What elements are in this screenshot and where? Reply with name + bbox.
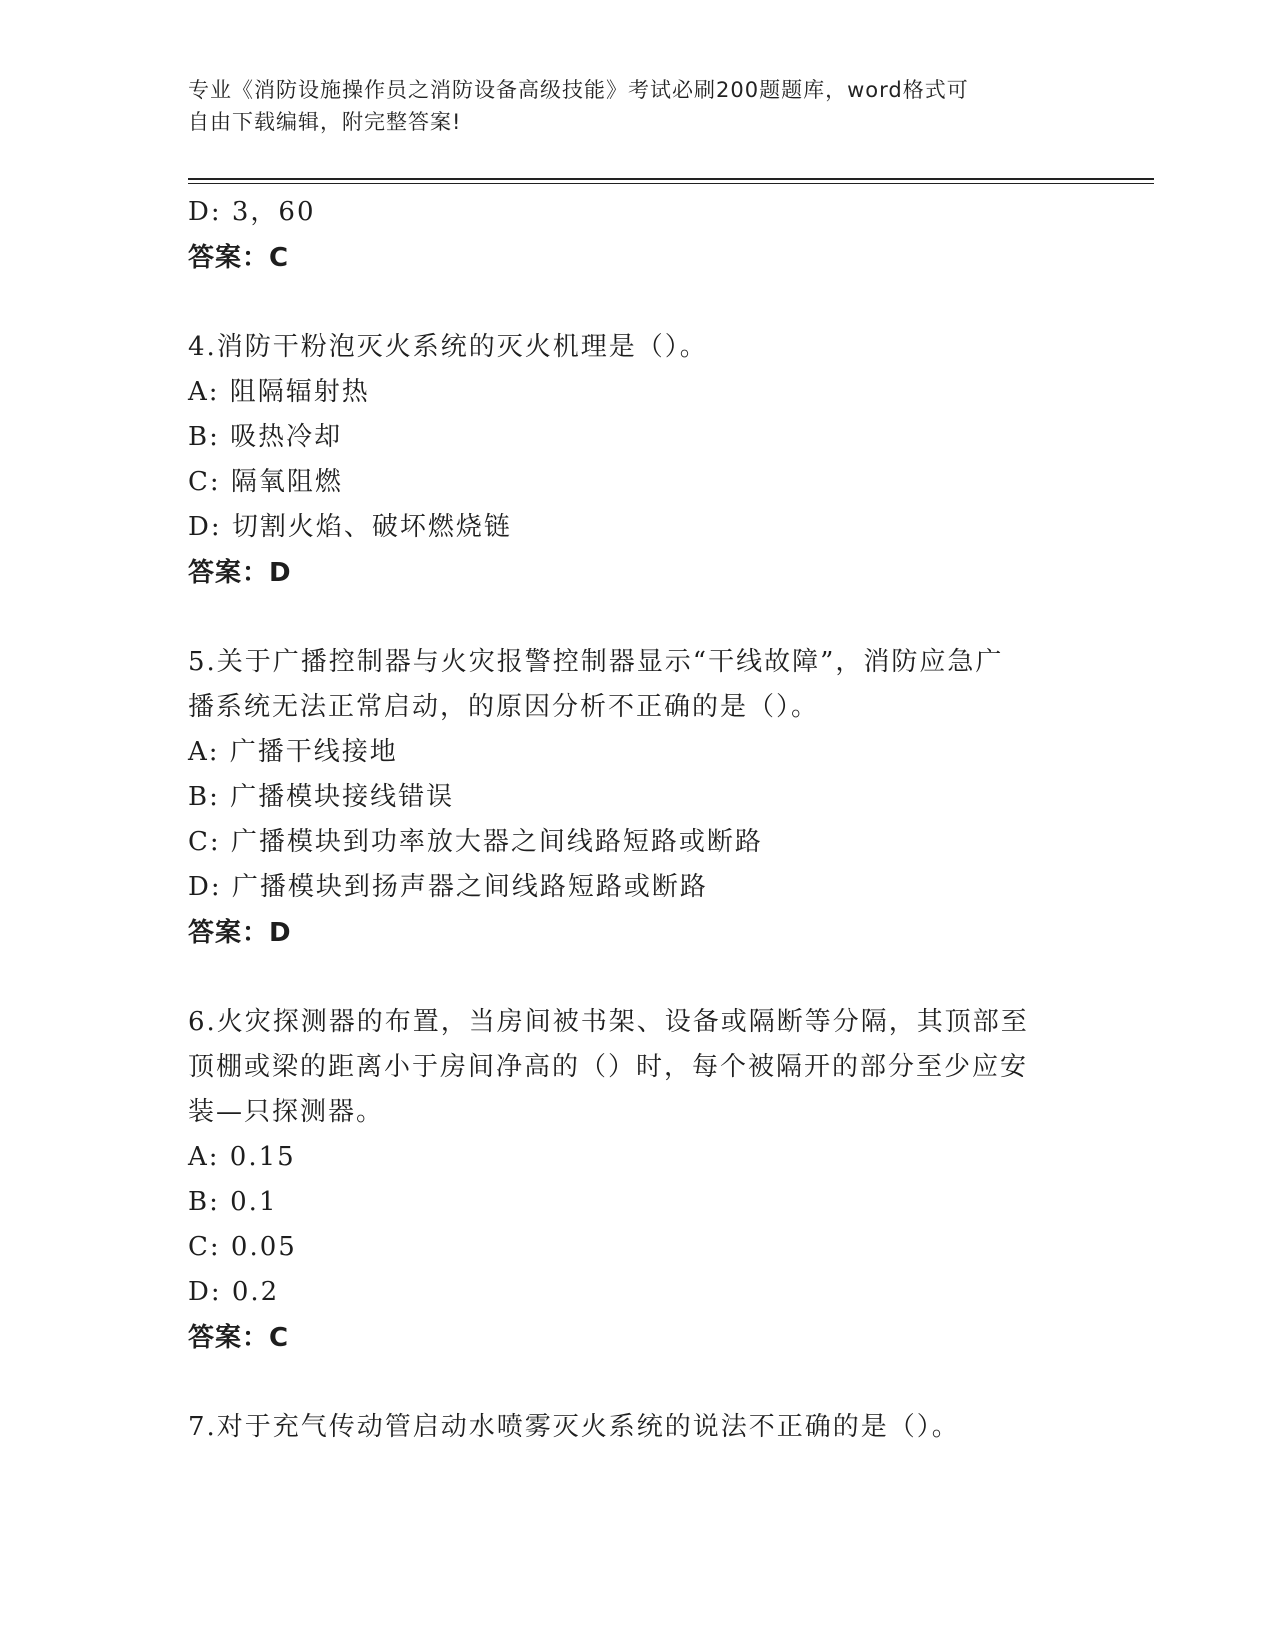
question-7 bbox=[188, 1405, 1088, 1450]
question-list bbox=[188, 190, 1088, 1450]
question-stem-line-1: 6.火灾探测器的布置，当房间被书架、设备或隔断等分隔，其顶部至 bbox=[188, 1007, 1029, 1037]
answer-label: 答案：C bbox=[188, 243, 290, 273]
question-stem-line-2: 播系统无法正常启动，的原因分析不正确的是（）。 bbox=[188, 692, 820, 722]
header-divider bbox=[188, 178, 1154, 184]
question-stem-line-1: 5.关于广播控制器与火灾报警控制器显示“干线故障”，消防应急广 bbox=[188, 647, 1004, 677]
question-stem-line-2: 顶棚或梁的距离小于房间净高的（）时，每个被隔开的部分至少应安 bbox=[188, 1052, 1029, 1082]
question-6 bbox=[188, 1000, 1088, 1361]
option-a: A: 广播干线接地 bbox=[188, 737, 398, 767]
question-stem: 4.消防干粉泡灭火系统的灭火机理是（）。 bbox=[188, 332, 708, 362]
option-c: C: 0.05 bbox=[188, 1232, 297, 1262]
header-title-line-2: 自由下载编辑，附完整答案! bbox=[188, 110, 462, 134]
option-c: C: 广播模块到功率放大器之间线路短路或断路 bbox=[188, 827, 763, 857]
question-stem-line-3: 装—只探测器。 bbox=[188, 1097, 385, 1127]
option-d: D: 0.2 bbox=[188, 1277, 280, 1307]
question-stem: 7.对于充气传动管启动水喷雾灭火系统的说法不正确的是（）。 bbox=[188, 1412, 960, 1442]
option-b: B: 吸热冷却 bbox=[188, 422, 343, 452]
answer-label: 答案：D bbox=[188, 558, 292, 588]
option-c: C: 隔氧阻燃 bbox=[188, 467, 343, 497]
option-a: A: 阻隔辐射热 bbox=[188, 377, 370, 407]
answer-label: 答案：C bbox=[188, 1323, 290, 1353]
question-3-tail bbox=[188, 190, 1088, 281]
page-header bbox=[188, 74, 1068, 138]
option-d: D: 广播模块到扬声器之间线路短路或断路 bbox=[188, 872, 708, 902]
option-d: D: 3，60 bbox=[188, 197, 316, 227]
question-4 bbox=[188, 325, 1088, 596]
option-a: A: 0.15 bbox=[188, 1142, 296, 1172]
option-b: B: 0.1 bbox=[188, 1187, 278, 1217]
header-title-line-1: 专业《消防设施操作员之消防设备高级技能》考试必刷200题题库，word格式可 bbox=[188, 78, 969, 102]
option-b: B: 广播模块接线错误 bbox=[188, 782, 455, 812]
option-d: D: 切割火焰、破坏燃烧链 bbox=[188, 512, 512, 542]
question-5 bbox=[188, 640, 1088, 956]
answer-label: 答案：D bbox=[188, 918, 292, 948]
